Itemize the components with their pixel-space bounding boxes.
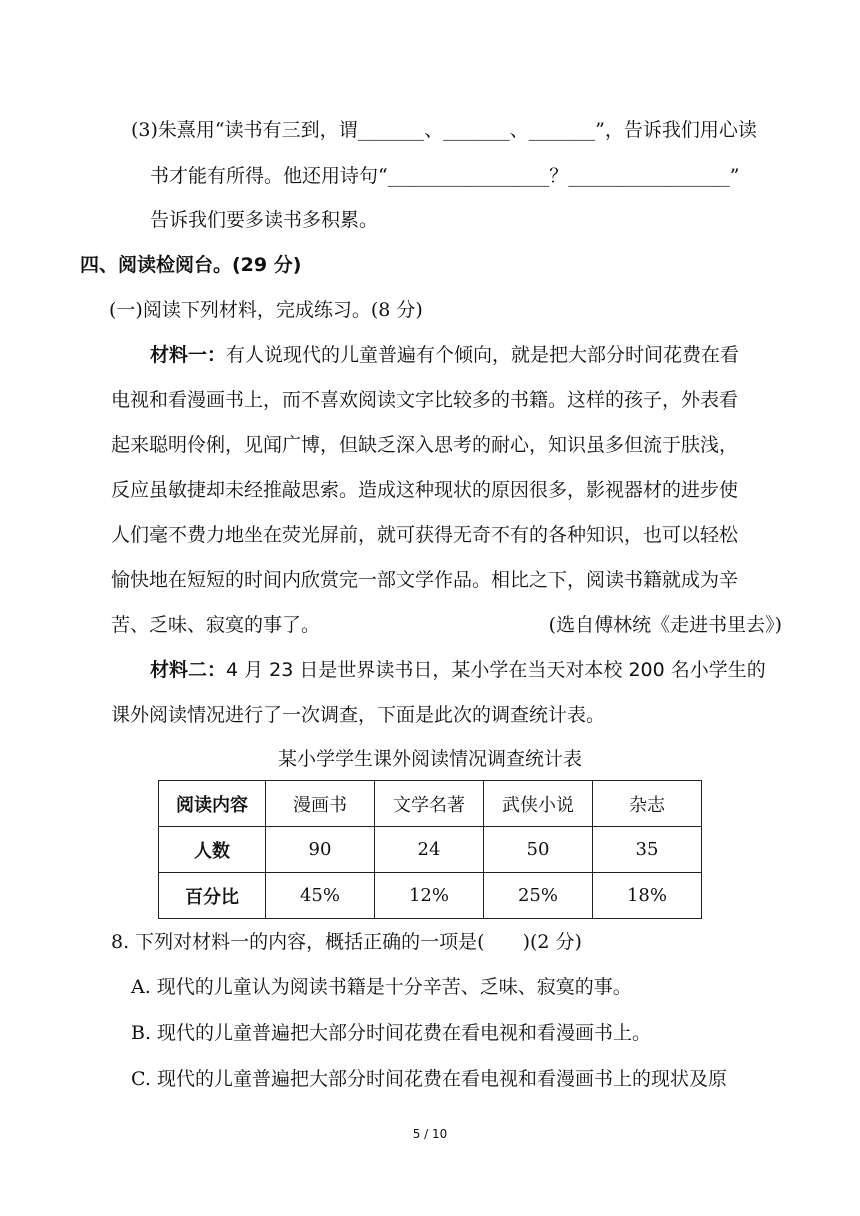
section-4-title: 四、阅读检阅台。(29 分) xyxy=(80,254,302,276)
material-1-line: 愉快地在短短的时间内欣赏完一部文学作品。相比之下，阅读书籍就成为辛 xyxy=(111,569,739,591)
material-1-text: 有人说现代的儿童普遍有个倾向，就是把大部分时间花费在看 xyxy=(226,344,740,366)
material-2-text: 4 月 23 日是世界读书日，某小学在当天对本校 200 名小学生的 xyxy=(226,659,766,681)
row-header-percent: 百分比 xyxy=(159,873,266,919)
table-cell: 35 xyxy=(593,827,702,873)
table-row xyxy=(159,781,702,827)
table-cell: 90 xyxy=(266,827,375,873)
material-1-first-line xyxy=(150,342,739,368)
question-8-option-b: B. 现代的儿童普遍把大部分时间花费在看电视和看漫画书上。 xyxy=(131,1022,652,1044)
material-1-label: 材料一： xyxy=(150,344,227,366)
row-header-content: 阅读内容 xyxy=(159,781,266,827)
page-number: 5 / 10 xyxy=(412,1127,448,1141)
material-1-line: 人们毫不费力地坐在荧光屏前，就可获得无奇不有的各种知识，也可以轻松 xyxy=(111,524,739,546)
material-1-line: 电视和看漫画书上，而不喜欢阅读文字比较多的书籍。这样的孩子，外表看 xyxy=(111,389,739,411)
table-cell: 18% xyxy=(593,873,702,919)
table-cell: 25% xyxy=(484,873,593,919)
table-cell: 杂志 xyxy=(593,781,702,827)
q3-line-2: 书才能有所得。他还用诗句“_________________？_________________” xyxy=(150,165,740,187)
material-1-source: (选自傅林统《走进书里去》) xyxy=(548,614,782,636)
table-row xyxy=(159,873,702,919)
material-2-first-line xyxy=(150,657,766,683)
material-1-line: 起来聪明伶俐，见闻广博，但缺乏深入思考的耐心，知识虽多但流于肤浅， xyxy=(111,434,739,456)
question-8-stem: 8. 下列对材料一的内容，概括正确的一项是( )(2 分) xyxy=(111,931,582,953)
table-cell: 12% xyxy=(375,873,484,919)
question-8-option-a: A. 现代的儿童认为阅读书籍是十分辛苦、乏味、寂寞的事。 xyxy=(131,976,632,998)
table-cell: 24 xyxy=(375,827,484,873)
q3-line-1: (3)朱熹用“读书有三到，谓_______、_______、_______”，告诉我们用心读 xyxy=(131,119,757,141)
table-cell: 50 xyxy=(484,827,593,873)
table-cell: 漫画书 xyxy=(266,781,375,827)
part-1-instruction: (一)阅读下列材料，完成练习。(8 分) xyxy=(109,299,423,321)
material-1-line: 苦、乏味、寂寞的事了。 xyxy=(111,614,321,636)
material-2-line-2: 课外阅读情况进行了一次调查，下面是此次的调查统计表。 xyxy=(111,704,606,726)
table-title: 某小学学生课外阅读情况调查统计表 xyxy=(277,748,582,770)
table-cell: 文学名著 xyxy=(375,781,484,827)
question-8-option-c: C. 现代的儿童普遍把大部分时间花费在看电视和看漫画书上的现状及原 xyxy=(131,1068,727,1090)
q3-line-3: 告诉我们要多读书多积累。 xyxy=(150,209,379,231)
table-row xyxy=(159,827,702,873)
table-cell: 武侠小说 xyxy=(484,781,593,827)
material-2-label: 材料二： xyxy=(150,659,227,681)
row-header-count: 人数 xyxy=(159,827,266,873)
table-cell: 45% xyxy=(266,873,375,919)
survey-table xyxy=(158,780,702,919)
material-1-line: 反应虽敏捷却未经推敲思索。造成这种现状的原因很多，影视器材的进步使 xyxy=(111,479,739,501)
